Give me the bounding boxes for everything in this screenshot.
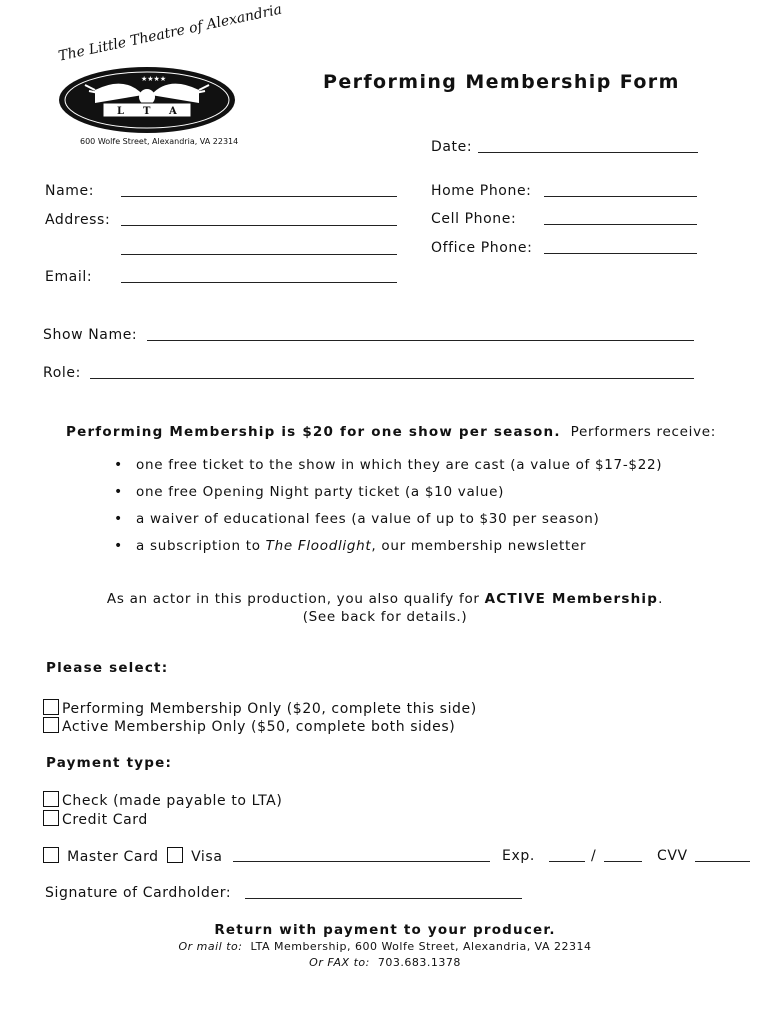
exp-year-field[interactable]: [604, 847, 642, 862]
fax-instructions: Or FAX to: 703.683.1378: [309, 956, 461, 969]
signature-label: Signature of Cardholder:: [45, 885, 232, 901]
payment-heading: Payment type:: [46, 755, 173, 771]
benefits-list: [114, 455, 662, 563]
date-label: Date:: [431, 139, 473, 155]
visa-checkbox[interactable]: [167, 847, 183, 863]
page-title: Performing Membership Form: [323, 71, 680, 93]
membership-intro-bold: Performing Membership is $20 for one show per season.: [66, 424, 561, 440]
show-name-field[interactable]: [147, 326, 694, 341]
return-instructions: Return with payment to your producer.: [214, 922, 556, 938]
address-field-line1[interactable]: [121, 211, 397, 226]
logo-script-text: The Little Theatre of Alexandria: [57, 1, 284, 65]
select-heading: Please select:: [46, 660, 169, 676]
visa-option[interactable]: Visa: [167, 847, 223, 865]
master-card-checkbox[interactable]: [43, 847, 59, 863]
role-field[interactable]: [90, 364, 694, 379]
mail-instructions: Or mail to: LTA Membership, 600 Wolfe Street, Alexandria, VA 22314: [178, 940, 592, 953]
svg-text:★★★★: ★★★★: [141, 75, 167, 83]
cell-phone-field[interactable]: [544, 210, 697, 225]
date-field[interactable]: [478, 138, 698, 153]
exp-slash: /: [591, 848, 597, 864]
show-name-label: Show Name:: [43, 327, 138, 343]
benefit-item: • one free Opening Night party ticket (a $10 value): [114, 482, 662, 509]
name-field[interactable]: [121, 182, 397, 197]
card-number-field[interactable]: [233, 847, 490, 862]
membership-intro: [66, 424, 716, 440]
payment-check-option[interactable]: Check (made payable to LTA): [43, 791, 282, 809]
option-active[interactable]: Active Membership Only ($50, complete both sides): [43, 717, 455, 735]
newsletter-title: The Floodlight: [265, 538, 372, 554]
cvv-label: CVV: [657, 848, 688, 864]
payment-credit-option[interactable]: Credit Card: [43, 810, 148, 828]
theatre-logo: [55, 1, 284, 155]
logo-letter-a: A: [169, 106, 177, 117]
email-field[interactable]: [121, 268, 397, 283]
performing-checkbox[interactable]: [43, 699, 59, 715]
exp-label: Exp.: [502, 848, 535, 864]
address-field-line2[interactable]: [121, 240, 397, 255]
membership-intro-rest: Performers receive:: [570, 424, 717, 440]
benefit-item: • one free ticket to the show in which they are cast (a value of $17-$22): [114, 455, 662, 482]
email-label: Email:: [45, 269, 93, 285]
benefit-item: • a waiver of educational fees (a value of up to $30 per season): [114, 509, 662, 536]
check-checkbox[interactable]: [43, 791, 59, 807]
active-membership-details: (See back for details.): [302, 609, 468, 625]
master-card-option[interactable]: Master Card: [43, 847, 159, 865]
address-label: Address:: [45, 212, 111, 228]
cell-phone-label: Cell Phone:: [431, 211, 517, 227]
signature-field[interactable]: [245, 884, 522, 899]
home-phone-field[interactable]: [544, 182, 697, 197]
exp-month-field[interactable]: [549, 847, 585, 862]
role-label: Role:: [43, 365, 81, 381]
active-membership-note: As an actor in this production, you also qualify for ACTIVE Membership.: [106, 591, 664, 607]
logo-address: 600 Wolfe Street, Alexandria, VA 22314: [80, 137, 239, 146]
credit-card-checkbox[interactable]: [43, 810, 59, 826]
option-performing[interactable]: Performing Membership Only ($20, complete this side): [43, 699, 477, 717]
office-phone-label: Office Phone:: [431, 240, 533, 256]
active-checkbox[interactable]: [43, 717, 59, 733]
cvv-field[interactable]: [695, 847, 750, 862]
logo-letter-t: T: [143, 106, 151, 117]
office-phone-field[interactable]: [544, 239, 697, 254]
logo-letter-l: L: [117, 106, 125, 117]
name-label: Name:: [45, 183, 95, 199]
home-phone-label: Home Phone:: [431, 183, 532, 199]
benefit-item: • a subscription to The Floodlight, our membership newsletter: [114, 536, 662, 563]
